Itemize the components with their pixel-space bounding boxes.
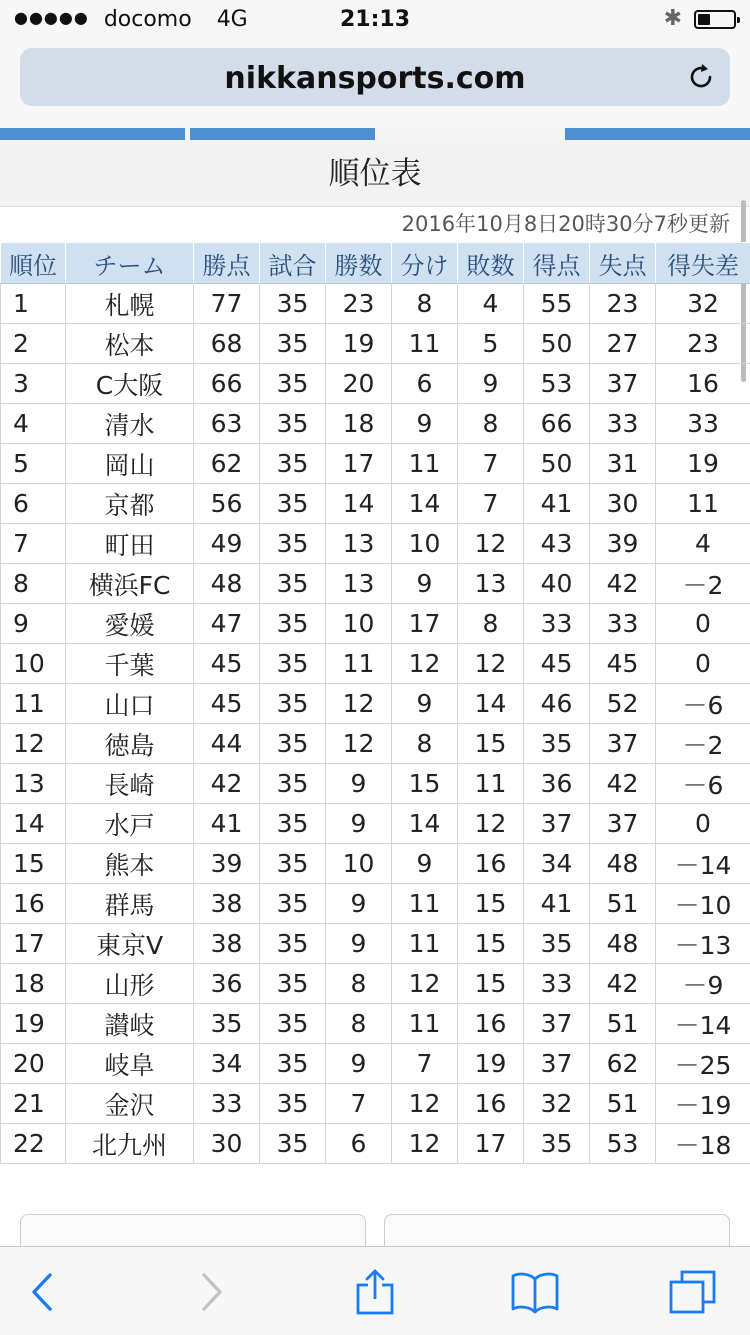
table-cell: 35 xyxy=(260,444,326,484)
table-cell: 12 xyxy=(458,644,524,684)
team-name-cell: C大阪 xyxy=(66,364,194,404)
table-cell: 20 xyxy=(1,1044,66,1084)
table-cell: －6 xyxy=(656,684,750,724)
team-name-cell: 札幌 xyxy=(66,284,194,324)
table-cell: 35 xyxy=(260,844,326,884)
table-cell: 13 xyxy=(326,524,392,564)
table-cell: 4 xyxy=(1,404,66,444)
table-cell: 35 xyxy=(260,284,326,324)
table-cell: －6 xyxy=(656,764,750,804)
table-cell: 30 xyxy=(590,484,656,524)
nav-tab-stripe[interactable] xyxy=(190,128,375,140)
table-cell: 35 xyxy=(260,1004,326,1044)
table-cell: 8 xyxy=(326,1004,392,1044)
table-cell: 19 xyxy=(458,1044,524,1084)
table-cell: 11 xyxy=(326,644,392,684)
table-cell: 17 xyxy=(326,444,392,484)
table-cell: 48 xyxy=(590,924,656,964)
table-cell: 2 xyxy=(1,324,66,364)
team-name-cell: 東京V xyxy=(66,924,194,964)
table-cell: 49 xyxy=(194,524,260,564)
table-cell: 22 xyxy=(1,1124,66,1164)
table-cell: 19 xyxy=(1,1004,66,1044)
table-cell: 35 xyxy=(260,1044,326,1084)
team-name-cell: 讃岐 xyxy=(66,1004,194,1044)
table-cell: 11 xyxy=(458,764,524,804)
table-cell: 9 xyxy=(326,1044,392,1084)
table-cell: 50 xyxy=(524,324,590,364)
table-cell: 35 xyxy=(260,1084,326,1124)
table-cell: 0 xyxy=(656,804,750,844)
table-row xyxy=(1,844,750,884)
table-cell: 9 xyxy=(326,764,392,804)
table-cell: 35 xyxy=(260,604,326,644)
table-cell: 4 xyxy=(656,524,750,564)
team-name-cell: 清水 xyxy=(66,404,194,444)
table-cell: 18 xyxy=(1,964,66,1004)
updated-timestamp: 2016年10月8日20時30分7秒更新 xyxy=(0,206,730,242)
table-cell: 42 xyxy=(194,764,260,804)
network-type: 4G xyxy=(217,7,248,32)
table-cell: 46 xyxy=(524,684,590,724)
nav-tab-stripes xyxy=(0,128,750,142)
table-cell: 34 xyxy=(524,844,590,884)
table-cell: 12 xyxy=(326,724,392,764)
table-cell: 6 xyxy=(326,1124,392,1164)
table-cell: 19 xyxy=(656,444,750,484)
standings-table xyxy=(0,242,750,1164)
column-header: 得点 xyxy=(524,243,590,284)
table-cell: 36 xyxy=(524,764,590,804)
table-cell: 39 xyxy=(194,844,260,884)
table-cell: 17 xyxy=(1,924,66,964)
table-cell: 9 xyxy=(392,404,458,444)
table-cell: 8 xyxy=(392,284,458,324)
table-cell: 32 xyxy=(656,284,750,324)
table-row xyxy=(1,284,750,324)
table-cell: 31 xyxy=(590,444,656,484)
table-row xyxy=(1,724,750,764)
table-cell: 8 xyxy=(1,564,66,604)
table-cell: 36 xyxy=(194,964,260,1004)
table-cell: 35 xyxy=(260,884,326,924)
signal-strength-icon: ●●●●● xyxy=(14,8,89,27)
table-cell: 37 xyxy=(524,804,590,844)
table-row xyxy=(1,684,750,724)
team-name-cell: 山形 xyxy=(66,964,194,1004)
url-text[interactable]: nikkansports.com xyxy=(20,61,730,96)
table-cell: 39 xyxy=(590,524,656,564)
table-cell: 10 xyxy=(326,604,392,644)
table-cell: 33 xyxy=(656,404,750,444)
table-cell: 8 xyxy=(392,724,458,764)
table-cell: 35 xyxy=(260,964,326,1004)
table-cell: 66 xyxy=(524,404,590,444)
table-row xyxy=(1,1084,750,1124)
table-cell: 0 xyxy=(656,604,750,644)
table-cell: 35 xyxy=(260,324,326,364)
column-header: 得失差 xyxy=(656,243,750,284)
team-name-cell: 愛媛 xyxy=(66,604,194,644)
table-cell: 35 xyxy=(260,404,326,444)
back-icon[interactable] xyxy=(18,1269,68,1315)
column-header: 勝点 xyxy=(194,243,260,284)
table-row xyxy=(1,444,750,484)
table-cell: 33 xyxy=(590,604,656,644)
table-cell: 42 xyxy=(590,764,656,804)
team-name-cell: 長崎 xyxy=(66,764,194,804)
table-cell: 11 xyxy=(392,884,458,924)
table-cell: 35 xyxy=(524,924,590,964)
table-cell: 23 xyxy=(590,284,656,324)
table-cell: 14 xyxy=(392,484,458,524)
reload-icon[interactable] xyxy=(686,62,716,92)
table-cell: 35 xyxy=(260,364,326,404)
table-cell: 35 xyxy=(260,804,326,844)
table-cell: 11 xyxy=(392,1004,458,1044)
table-row xyxy=(1,1044,750,1084)
table-cell: 17 xyxy=(458,1124,524,1164)
team-name-cell: 山口 xyxy=(66,684,194,724)
table-cell: 40 xyxy=(524,564,590,604)
table-cell: 16 xyxy=(458,1004,524,1044)
table-cell: －2 xyxy=(656,564,750,604)
table-row xyxy=(1,764,750,804)
table-cell: 13 xyxy=(326,564,392,604)
table-cell: 53 xyxy=(590,1124,656,1164)
table-cell: 12 xyxy=(392,644,458,684)
team-name-cell: 群馬 xyxy=(66,884,194,924)
table-cell: －18 xyxy=(656,1124,750,1164)
table-cell: 37 xyxy=(590,724,656,764)
tabs-icon[interactable] xyxy=(668,1269,718,1315)
table-cell: 50 xyxy=(524,444,590,484)
table-row xyxy=(1,324,750,364)
table-cell: 41 xyxy=(194,804,260,844)
team-name-cell: 熊本 xyxy=(66,844,194,884)
table-cell: 47 xyxy=(194,604,260,644)
column-header: 敗数 xyxy=(458,243,524,284)
table-row xyxy=(1,644,750,684)
table-cell: 8 xyxy=(326,964,392,1004)
table-cell: 37 xyxy=(524,1004,590,1044)
table-cell: 56 xyxy=(194,484,260,524)
table-cell: 15 xyxy=(458,924,524,964)
table-cell: 51 xyxy=(590,884,656,924)
nav-tab-stripe[interactable] xyxy=(0,128,185,140)
table-cell: 11 xyxy=(392,324,458,364)
table-cell: 16 xyxy=(656,364,750,404)
table-header-row xyxy=(1,243,750,284)
table-cell: 68 xyxy=(194,324,260,364)
table-cell: 17 xyxy=(392,604,458,644)
table-cell: 33 xyxy=(194,1084,260,1124)
table-cell: 27 xyxy=(590,324,656,364)
table-cell: 4 xyxy=(458,284,524,324)
table-cell: 35 xyxy=(260,684,326,724)
bookmarks-icon[interactable] xyxy=(510,1269,560,1315)
table-cell: 48 xyxy=(590,844,656,884)
table-cell: 35 xyxy=(260,564,326,604)
address-bar[interactable] xyxy=(20,48,730,106)
table-cell: 77 xyxy=(194,284,260,324)
battery-icon xyxy=(694,10,736,29)
table-cell: 9 xyxy=(392,564,458,604)
table-cell: 7 xyxy=(392,1044,458,1084)
table-cell: 13 xyxy=(1,764,66,804)
carrier-name: docomo xyxy=(104,7,192,32)
table-cell: 35 xyxy=(260,644,326,684)
team-name-cell: 横浜FC xyxy=(66,564,194,604)
table-cell: 10 xyxy=(392,524,458,564)
column-header: 試合 xyxy=(260,243,326,284)
table-cell: 41 xyxy=(524,884,590,924)
table-cell: 8 xyxy=(458,604,524,644)
table-cell: 16 xyxy=(458,844,524,884)
team-name-cell: 北九州 xyxy=(66,1124,194,1164)
column-header: 失点 xyxy=(590,243,656,284)
team-name-cell: 金沢 xyxy=(66,1084,194,1124)
table-cell: 35 xyxy=(524,724,590,764)
table-cell: 9 xyxy=(326,884,392,924)
table-cell: 9 xyxy=(326,804,392,844)
table-cell: 0 xyxy=(656,644,750,684)
address-bar-area xyxy=(0,40,750,128)
table-cell: 5 xyxy=(1,444,66,484)
clock: 21:13 xyxy=(0,7,750,32)
status-bar xyxy=(0,0,750,40)
table-cell: 15 xyxy=(458,964,524,1004)
table-cell: 52 xyxy=(590,684,656,724)
table-row xyxy=(1,1124,750,1164)
team-name-cell: 町田 xyxy=(66,524,194,564)
table-cell: 66 xyxy=(194,364,260,404)
table-cell: 9 xyxy=(392,684,458,724)
table-row xyxy=(1,1004,750,1044)
table-cell: －2 xyxy=(656,724,750,764)
table-cell: 34 xyxy=(194,1044,260,1084)
table-cell: 35 xyxy=(260,484,326,524)
page-title: 順位表 xyxy=(0,142,750,207)
table-cell: 45 xyxy=(194,644,260,684)
table-cell: 43 xyxy=(524,524,590,564)
nav-tab-stripe[interactable] xyxy=(565,128,750,140)
table-cell: －14 xyxy=(656,1004,750,1044)
table-cell: 14 xyxy=(458,684,524,724)
table-cell: 37 xyxy=(524,1044,590,1084)
table-cell: 7 xyxy=(326,1084,392,1124)
team-name-cell: 岐阜 xyxy=(66,1044,194,1084)
forward-icon[interactable] xyxy=(186,1269,236,1315)
table-cell: 11 xyxy=(656,484,750,524)
table-cell: 14 xyxy=(326,484,392,524)
table-cell: 51 xyxy=(590,1004,656,1044)
table-cell: 15 xyxy=(1,844,66,884)
table-cell: 62 xyxy=(194,444,260,484)
table-row xyxy=(1,884,750,924)
team-name-cell: 徳島 xyxy=(66,724,194,764)
table-cell: 12 xyxy=(458,804,524,844)
table-cell: 6 xyxy=(392,364,458,404)
table-row xyxy=(1,524,750,564)
table-cell: 35 xyxy=(524,1124,590,1164)
table-cell: 30 xyxy=(194,1124,260,1164)
table-cell: 9 xyxy=(326,924,392,964)
table-row xyxy=(1,364,750,404)
table-cell: 53 xyxy=(524,364,590,404)
table-cell: 38 xyxy=(194,884,260,924)
table-cell: 41 xyxy=(524,484,590,524)
table-cell: 13 xyxy=(458,564,524,604)
team-name-cell: 岡山 xyxy=(66,444,194,484)
table-cell: 9 xyxy=(392,844,458,884)
table-cell: 15 xyxy=(458,884,524,924)
table-cell: 3 xyxy=(1,364,66,404)
table-cell: 42 xyxy=(590,564,656,604)
team-name-cell: 千葉 xyxy=(66,644,194,684)
table-cell: 5 xyxy=(458,324,524,364)
table-cell: 45 xyxy=(194,684,260,724)
table-cell: 16 xyxy=(458,1084,524,1124)
bluetooth-icon: ✱ xyxy=(664,6,682,31)
table-cell: 45 xyxy=(524,644,590,684)
table-cell: 35 xyxy=(260,524,326,564)
table-cell: 35 xyxy=(260,1124,326,1164)
table-cell: 20 xyxy=(326,364,392,404)
table-cell: 6 xyxy=(1,484,66,524)
table-cell: 16 xyxy=(1,884,66,924)
table-cell: 35 xyxy=(260,924,326,964)
table-cell: 12 xyxy=(392,1084,458,1124)
table-cell: 14 xyxy=(1,804,66,844)
table-cell: －9 xyxy=(656,964,750,1004)
table-cell: 9 xyxy=(1,604,66,644)
table-cell: 48 xyxy=(194,564,260,604)
table-row xyxy=(1,604,750,644)
table-cell: －10 xyxy=(656,884,750,924)
table-cell: －13 xyxy=(656,924,750,964)
table-cell: 7 xyxy=(458,484,524,524)
table-cell: 12 xyxy=(392,1124,458,1164)
table-cell: 21 xyxy=(1,1084,66,1124)
table-cell: 33 xyxy=(590,404,656,444)
table-row xyxy=(1,924,750,964)
table-cell: 12 xyxy=(1,724,66,764)
column-header: 分け xyxy=(392,243,458,284)
column-header: 順位 xyxy=(1,243,66,284)
table-row xyxy=(1,964,750,1004)
table-cell: 15 xyxy=(392,764,458,804)
table-cell: －19 xyxy=(656,1084,750,1124)
table-cell: 51 xyxy=(590,1084,656,1124)
table-cell: 9 xyxy=(458,364,524,404)
table-row xyxy=(1,564,750,604)
table-cell: 45 xyxy=(590,644,656,684)
table-cell: 10 xyxy=(1,644,66,684)
table-cell: 11 xyxy=(392,924,458,964)
table-cell: 35 xyxy=(260,724,326,764)
table-cell: 35 xyxy=(194,1004,260,1044)
share-icon[interactable] xyxy=(350,1269,400,1315)
table-cell: 42 xyxy=(590,964,656,1004)
column-header: 勝数 xyxy=(326,243,392,284)
table-row xyxy=(1,404,750,444)
table-row xyxy=(1,804,750,844)
browser-toolbar xyxy=(0,1246,750,1335)
table-cell: 38 xyxy=(194,924,260,964)
team-name-cell: 松本 xyxy=(66,324,194,364)
table-cell: 37 xyxy=(590,364,656,404)
table-cell: 1 xyxy=(1,284,66,324)
table-cell: 11 xyxy=(1,684,66,724)
table-cell: 19 xyxy=(326,324,392,364)
table-cell: 23 xyxy=(656,324,750,364)
table-cell: 12 xyxy=(392,964,458,1004)
table-cell: 14 xyxy=(392,804,458,844)
table-cell: 8 xyxy=(458,404,524,444)
table-cell: 55 xyxy=(524,284,590,324)
team-name-cell: 水戸 xyxy=(66,804,194,844)
table-cell: 35 xyxy=(260,764,326,804)
table-cell: 7 xyxy=(1,524,66,564)
table-cell: 12 xyxy=(458,524,524,564)
table-cell: 33 xyxy=(524,604,590,644)
table-cell: 10 xyxy=(326,844,392,884)
table-cell: 12 xyxy=(326,684,392,724)
table-cell: 7 xyxy=(458,444,524,484)
table-cell: 37 xyxy=(590,804,656,844)
table-cell: 44 xyxy=(194,724,260,764)
table-cell: －14 xyxy=(656,844,750,884)
table-row xyxy=(1,484,750,524)
table-cell: 62 xyxy=(590,1044,656,1084)
column-header: チーム xyxy=(66,243,194,284)
table-cell: 63 xyxy=(194,404,260,444)
table-cell: 33 xyxy=(524,964,590,1004)
table-cell: 23 xyxy=(326,284,392,324)
table-cell: 15 xyxy=(458,724,524,764)
team-name-cell: 京都 xyxy=(66,484,194,524)
table-cell: －25 xyxy=(656,1044,750,1084)
table-cell: 32 xyxy=(524,1084,590,1124)
table-cell: 11 xyxy=(392,444,458,484)
table-cell: 18 xyxy=(326,404,392,444)
